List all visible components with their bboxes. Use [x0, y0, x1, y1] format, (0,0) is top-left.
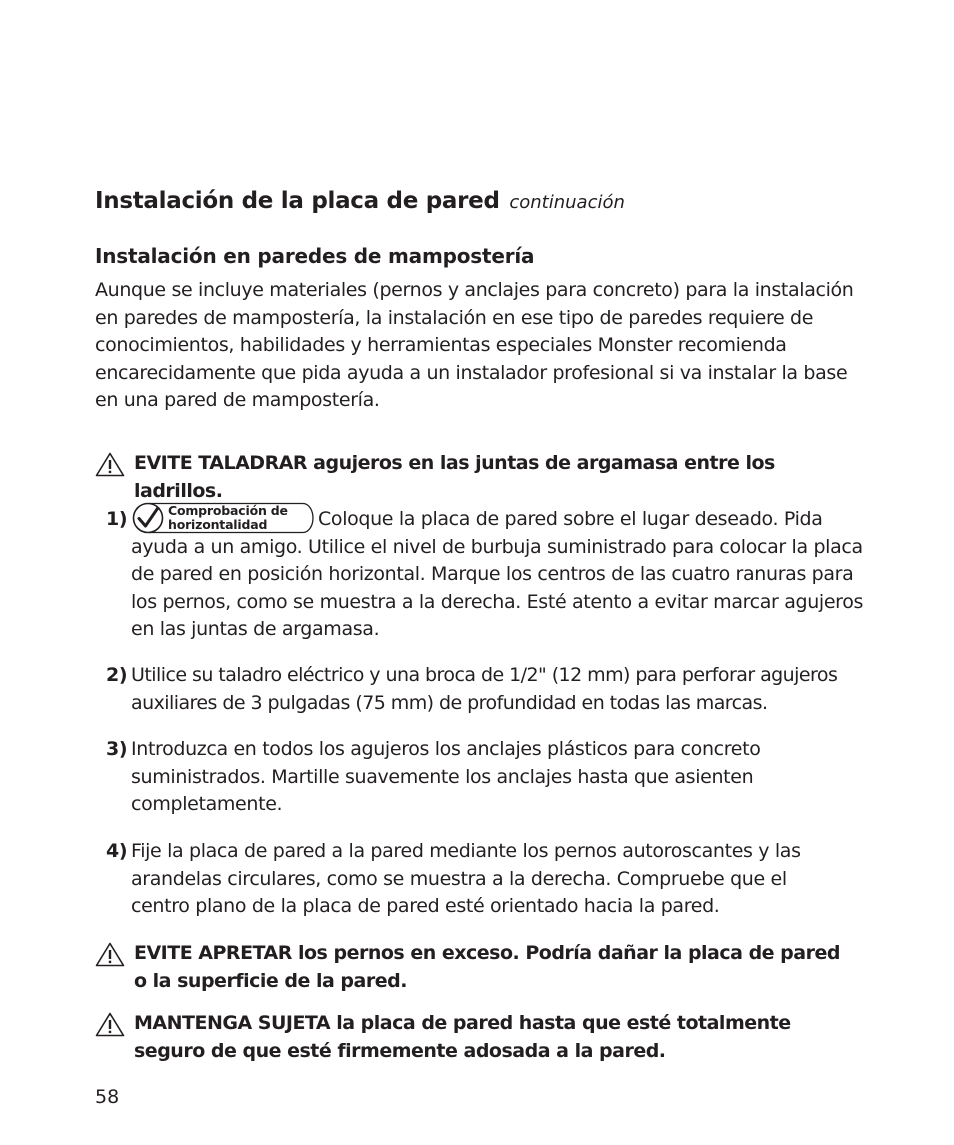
page-number: 58	[95, 1086, 120, 1108]
badge-line-1: Comprobación de	[168, 503, 288, 518]
step-number: 1)	[106, 508, 128, 530]
continuation-label: continuación	[509, 192, 625, 213]
badge-line-2: horizontalidad	[168, 516, 268, 532]
warning-triangle-icon	[95, 942, 125, 967]
level-check-badge	[131, 502, 315, 534]
step-number: 2)	[106, 664, 128, 686]
step-4-text: Fije la placa de pared a la pared mediante los pernos autoroscantes y las arandelas circulares, como se muestra a la derecha. Compruebe que el centro plano de la placa de pared esté orientado hacia la pared.	[131, 840, 801, 917]
step-1-text: ayuda a un amigo. Utilice el nivel de burbuja suministrado para colocar la placa de pared en posición horizontal. Marque los centros de las cuatro ranuras para los pernos, como se muestra a la derecha. Esté atento a evitar marcar agujeros en las juntas de argamasa.	[131, 535, 864, 640]
warning-hold-text: MANTENGA SUJETA la placa de pared hasta que esté totalmente seguro de que esté firmemente adosada a la pared.	[134, 1012, 791, 1062]
step-4	[106, 838, 866, 921]
step-number: 3)	[106, 738, 128, 760]
checkmark-circle-icon	[134, 504, 163, 533]
warning-tighten	[95, 940, 855, 995]
masonry-subheading: Instalación en paredes de mampostería	[95, 244, 535, 268]
section-title-text: Instalación de la placa de pared	[95, 188, 500, 214]
step-2-text: Utilice su taladro eléctrico y una broca de 1/2" (12 mm) para perforar agujeros auxiliares de 3 pulgadas (75 mm) de profundidad en todas las marcas.	[131, 664, 838, 714]
warning-drill-text: EVITE TALADRAR agujeros en las juntas de argamasa entre los ladrillos.	[134, 452, 775, 502]
level-check-label	[168, 504, 288, 531]
warning-triangle-icon	[95, 452, 125, 477]
intro-paragraph: Aunque se incluye materiales (pernos y anclajes para concreto) para la instalación en paredes de mampostería, la instalación en ese tipo de paredes requiere de conocimientos, habilidades y herramientas especiales Monster recomienda encarecidamente que pida ayuda a un instalador profesional si va instalar la base en una pared de mampostería.	[95, 279, 854, 411]
section-title	[95, 188, 625, 214]
step-3-text: Introduzca en todos los agujeros los anclajes plásticos para concreto suministrados. Martille suavemente los anclajes hasta que asienten completamente.	[131, 738, 761, 815]
step-2	[106, 662, 866, 717]
step-1-first-line: Coloque la placa de pared sobre el lugar deseado. Pida	[318, 508, 823, 530]
warning-hold	[95, 1010, 815, 1065]
step-number: 4)	[106, 840, 128, 862]
step-1	[106, 503, 866, 644]
step-3	[106, 736, 866, 819]
warning-tighten-text: EVITE APRETAR los pernos en exceso. Podría dañar la placa de pared o la superficie de la pared.	[134, 942, 840, 992]
warning-triangle-icon	[95, 1012, 125, 1037]
warning-drill	[95, 450, 865, 505]
